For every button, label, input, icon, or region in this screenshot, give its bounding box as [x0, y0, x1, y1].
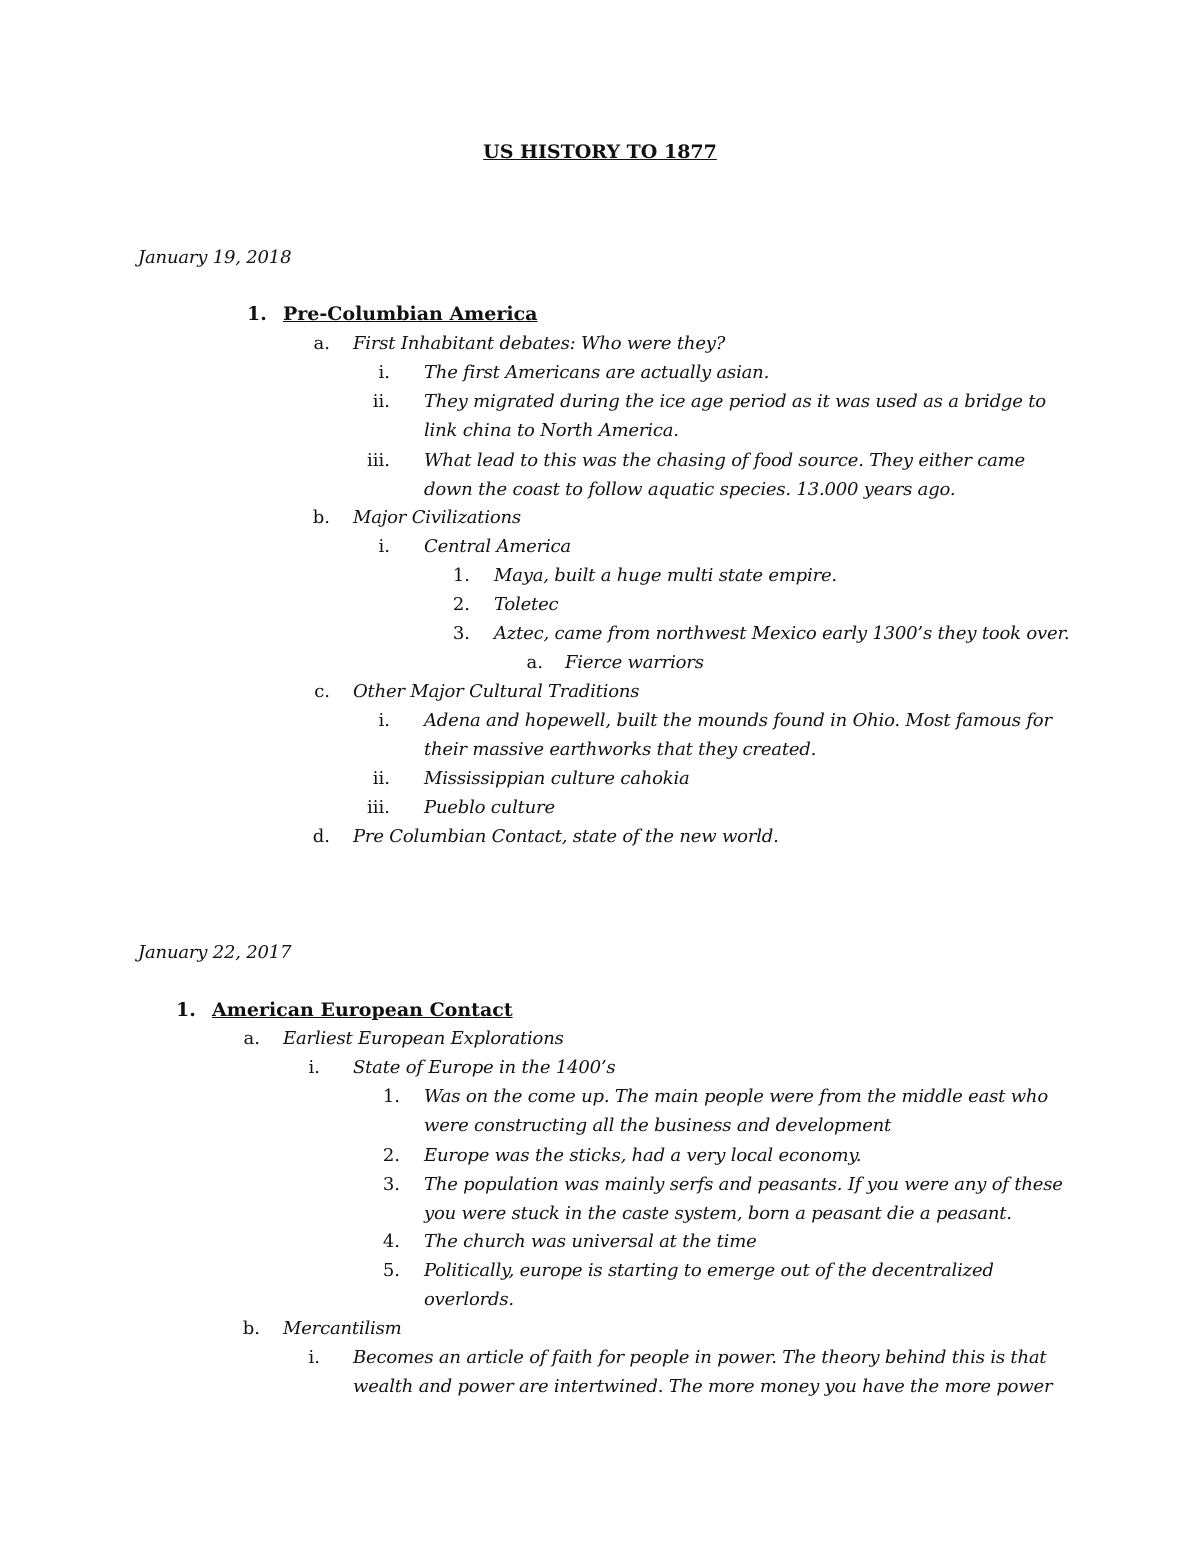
- list-marker: i.: [378, 710, 390, 731]
- list-item: Becomes an article of faith for people in power. The theory behind this is that: [353, 1347, 1047, 1368]
- list-marker: b.: [242, 1318, 260, 1339]
- section-heading: Pre-Columbian America: [283, 303, 538, 325]
- heading-number: 1.: [176, 999, 196, 1021]
- list-item: Politically, europe is starting to emerge out of the decentralized: [424, 1260, 994, 1281]
- list-item: The population was mainly serfs and peasants. If you were any of these: [424, 1174, 1063, 1195]
- list-marker: 3.: [452, 623, 470, 644]
- list-marker: i.: [378, 536, 390, 557]
- list-marker: a.: [243, 1028, 260, 1049]
- list-item-continuation: you were stuck in the caste system, born a peasant die a peasant.: [424, 1203, 1012, 1224]
- list-marker: d.: [312, 826, 330, 847]
- list-item-continuation: down the coast to follow aquatic species. 13.000 years ago.: [424, 479, 956, 500]
- list-marker: i.: [378, 362, 390, 383]
- list-marker: ii.: [372, 391, 390, 412]
- list-marker: iii.: [367, 450, 390, 471]
- list-marker: 2.: [382, 1145, 400, 1166]
- list-marker: 1.: [452, 565, 470, 586]
- section-heading: American European Contact: [212, 999, 513, 1021]
- list-item: State of Europe in the 1400’s: [353, 1057, 616, 1078]
- list-item: First Inhabitant debates: Who were they?: [353, 333, 726, 354]
- list-item: Maya, built a huge multi state empire.: [494, 565, 837, 586]
- list-item: Toletec: [494, 594, 559, 615]
- list-item: Fierce warriors: [565, 652, 704, 673]
- list-item: Aztec, came from northwest Mexico early 1300’s they took over.: [494, 623, 1070, 644]
- list-item-continuation: overlords.: [424, 1289, 514, 1310]
- section-date: January 19, 2018: [138, 247, 292, 268]
- list-item: Was on the come up. The main people were from the middle east who: [424, 1086, 1048, 1107]
- list-item-continuation: were constructing all the business and development: [424, 1115, 892, 1136]
- list-marker: i.: [308, 1057, 320, 1078]
- list-marker: 3.: [382, 1174, 400, 1195]
- list-item: Pre Columbian Contact, state of the new world.: [353, 826, 779, 847]
- list-item: Central America: [424, 536, 571, 557]
- section-date: January 22, 2017: [138, 942, 292, 963]
- list-marker: 4.: [382, 1231, 400, 1252]
- list-marker: b.: [312, 507, 330, 528]
- list-item: Mississippian culture cahokia: [424, 768, 690, 789]
- list-item: Pueblo culture: [424, 797, 555, 818]
- list-marker: iii.: [367, 797, 390, 818]
- list-marker: i.: [308, 1347, 320, 1368]
- list-marker: 2.: [452, 594, 470, 615]
- list-marker: c.: [314, 681, 330, 702]
- list-item-continuation: link china to North America.: [424, 420, 679, 441]
- list-item: The church was universal at the time: [424, 1231, 757, 1252]
- list-item-continuation: wealth and power are intertwined. The more money you have the more power: [353, 1376, 1053, 1397]
- list-item: They migrated during the ice age period as it was used as a bridge to: [424, 391, 1046, 412]
- heading-number: 1.: [247, 303, 267, 325]
- list-item: Mercantilism: [283, 1318, 402, 1339]
- list-item-continuation: their massive earthworks that they created.: [424, 739, 817, 760]
- list-marker: ii.: [372, 768, 390, 789]
- document-title: US HISTORY TO 1877: [483, 141, 717, 163]
- list-marker: a.: [526, 652, 543, 673]
- list-marker: 5.: [382, 1260, 400, 1281]
- list-item: The first Americans are actually asian.: [424, 362, 770, 383]
- list-item: What lead to this was the chasing of food source. They either came: [424, 450, 1025, 471]
- list-item: Major Civilizations: [353, 507, 521, 528]
- list-item: Adena and hopewell, built the mounds found in Ohio. Most famous for: [424, 710, 1052, 731]
- list-item: Earliest European Explorations: [283, 1028, 564, 1049]
- list-marker: a.: [313, 333, 330, 354]
- list-marker: 1.: [382, 1086, 400, 1107]
- list-item: Other Major Cultural Traditions: [353, 681, 640, 702]
- list-item: Europe was the sticks, had a very local economy.: [424, 1145, 862, 1166]
